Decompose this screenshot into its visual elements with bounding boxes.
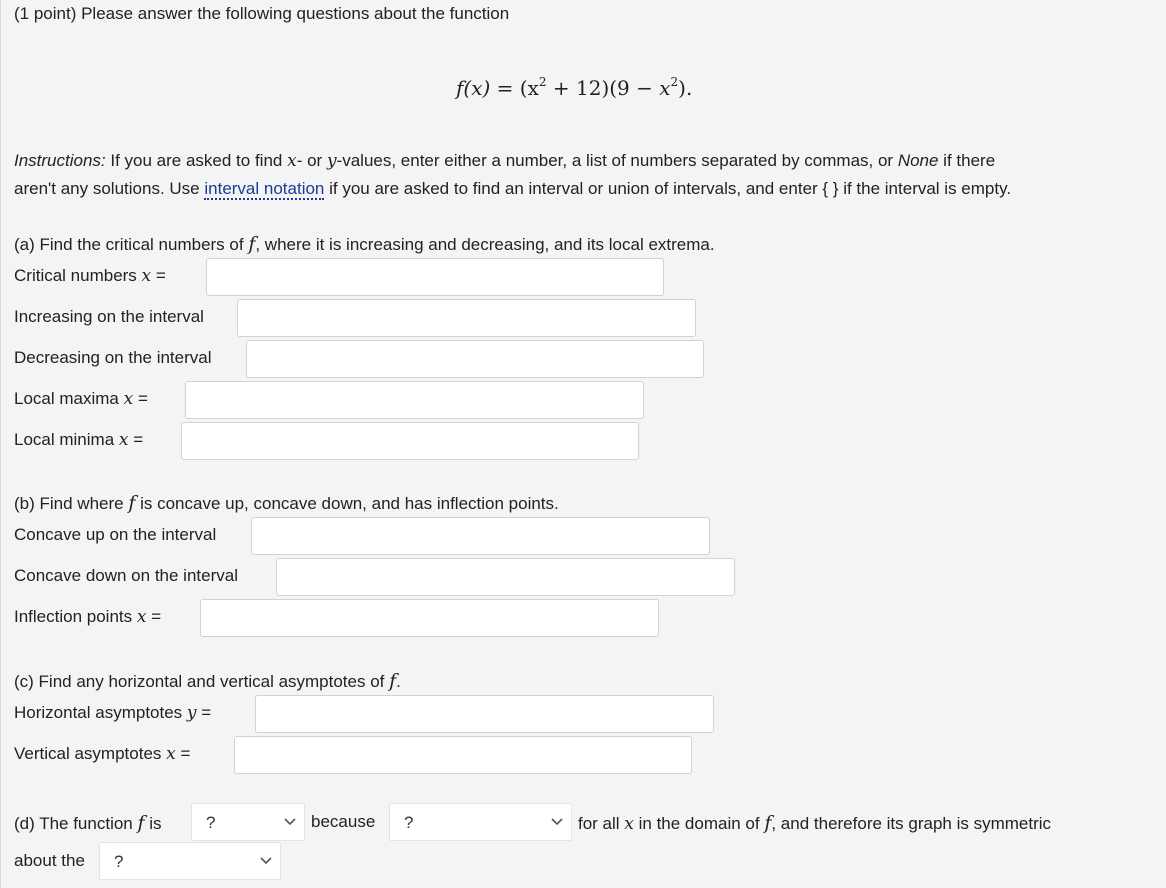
vertical-asymptotes-input[interactable]	[234, 736, 692, 774]
question-text: , and therefore its graph is symmetric	[771, 814, 1052, 833]
horizontal-asymptotes-label	[14, 703, 211, 723]
math-f: f	[389, 670, 397, 692]
none-keyword: None	[897, 151, 939, 170]
interval-notation-link[interactable]: interval notation	[204, 179, 325, 198]
critical-numbers-input[interactable]	[206, 258, 664, 296]
question-text: (a) Find the critical numbers of	[14, 235, 249, 254]
part-d-text-1	[14, 812, 162, 834]
symmetry-select-value: ?	[114, 852, 124, 871]
question-text: .	[396, 672, 401, 691]
problem-header: (1 point) Please answer the following questions about the function	[14, 4, 510, 23]
function-formula	[456, 76, 692, 100]
inflection-points-label	[14, 607, 161, 627]
concave-up-input[interactable]	[251, 517, 710, 555]
instructions-label: Instructions:	[14, 151, 106, 170]
instructions-line-1	[14, 151, 995, 171]
formula-eq: =	[496, 76, 514, 100]
page-left-border	[0, 0, 1, 888]
question-text: (b) Find where	[14, 494, 129, 513]
local-maxima-input[interactable]	[185, 381, 644, 419]
reason-select[interactable]	[389, 803, 572, 841]
parity-select-value: ?	[206, 813, 216, 832]
formula-exp-1: 2	[538, 75, 547, 89]
formula-a: (x	[519, 76, 539, 100]
math-f: f	[137, 812, 145, 834]
critical-numbers-label	[14, 266, 166, 286]
local-minima-input[interactable]	[181, 422, 639, 460]
horizontal-asymptotes-input[interactable]	[255, 695, 714, 733]
part-b-question	[14, 492, 559, 514]
question-text: in the domain of	[633, 814, 765, 833]
label-text: Inflection points	[14, 607, 137, 626]
symmetry-select[interactable]	[99, 842, 281, 880]
formula-lhs: f(x)	[456, 76, 491, 100]
formula-exp-2: 2	[670, 75, 679, 89]
local-maxima-label	[14, 389, 148, 409]
equals-sign: =	[137, 389, 148, 408]
concave-down-input[interactable]	[276, 558, 735, 596]
formula-b: + 12)(9 −	[552, 76, 653, 100]
vertical-asymptotes-label	[14, 744, 190, 764]
equals-sign: =	[180, 744, 191, 763]
decreasing-interval-input[interactable]	[246, 340, 704, 378]
label-text: Critical numbers	[14, 266, 142, 285]
formula-c: x	[659, 76, 671, 100]
reason-select-value: ?	[404, 813, 414, 832]
chevron-down-icon	[284, 817, 296, 827]
math-x: x	[624, 814, 634, 834]
label-text: Horizontal asymptotes	[14, 703, 187, 722]
question-text: (d) The function	[14, 814, 138, 833]
math-x: x	[118, 430, 129, 450]
chevron-down-icon	[260, 856, 272, 866]
question-text: (c) Find any horizontal and vertical asymptotes of	[14, 672, 390, 691]
question-text: for all	[578, 814, 625, 833]
local-minima-label	[14, 430, 143, 450]
concave-up-label: Concave up on the interval	[14, 525, 217, 544]
math-y: y	[326, 151, 337, 171]
instructions-line-2	[14, 179, 1011, 199]
math-x: x	[141, 266, 152, 286]
decreasing-label: Decreasing on the interval	[14, 348, 212, 367]
question-text: is	[144, 814, 162, 833]
inflection-points-input[interactable]	[200, 599, 659, 637]
part-c-question	[14, 670, 401, 692]
question-text: , where it is increasing and decreasing, and its local extrema.	[255, 235, 715, 254]
parity-select[interactable]	[191, 803, 305, 841]
concave-down-label: Concave down on the interval	[14, 566, 238, 585]
equals-sign: =	[201, 703, 212, 722]
part-a-question	[14, 233, 715, 255]
math-f: f	[248, 233, 256, 255]
increasing-interval-input[interactable]	[237, 299, 696, 337]
about-the-label: about the	[14, 851, 85, 870]
instructions-text: If you are asked to find	[105, 151, 288, 170]
instructions-text: aren't any solutions. Use	[14, 179, 205, 198]
formula-d: ).	[678, 76, 693, 100]
increasing-label: Increasing on the interval	[14, 307, 204, 326]
because-label: because	[311, 812, 376, 831]
instructions-text: if you are asked to find an interval or union of intervals, and enter { } if the interval is empty.	[324, 179, 1012, 198]
math-x: x	[287, 151, 297, 171]
label-text: Local maxima	[14, 389, 124, 408]
equals-sign: =	[151, 607, 162, 626]
question-text: is concave up, concave down, and has inflection points.	[135, 494, 559, 513]
equals-sign: =	[133, 430, 144, 449]
instructions-text: -values, enter either a number, a list of numbers separated by commas, or	[336, 151, 898, 170]
label-text: Vertical asymptotes	[14, 744, 167, 763]
math-f: f	[128, 492, 136, 514]
label-text: Local minima	[14, 430, 119, 449]
chevron-down-icon	[551, 817, 563, 827]
math-y: y	[186, 703, 197, 723]
part-d-text-2	[578, 812, 1051, 834]
math-f: f	[764, 812, 772, 834]
math-x: x	[136, 607, 147, 627]
instructions-text: - or	[296, 151, 327, 170]
instructions-text: if there	[938, 151, 996, 170]
math-x: x	[123, 389, 134, 409]
math-x: x	[166, 744, 176, 764]
equals-sign: =	[155, 266, 166, 285]
